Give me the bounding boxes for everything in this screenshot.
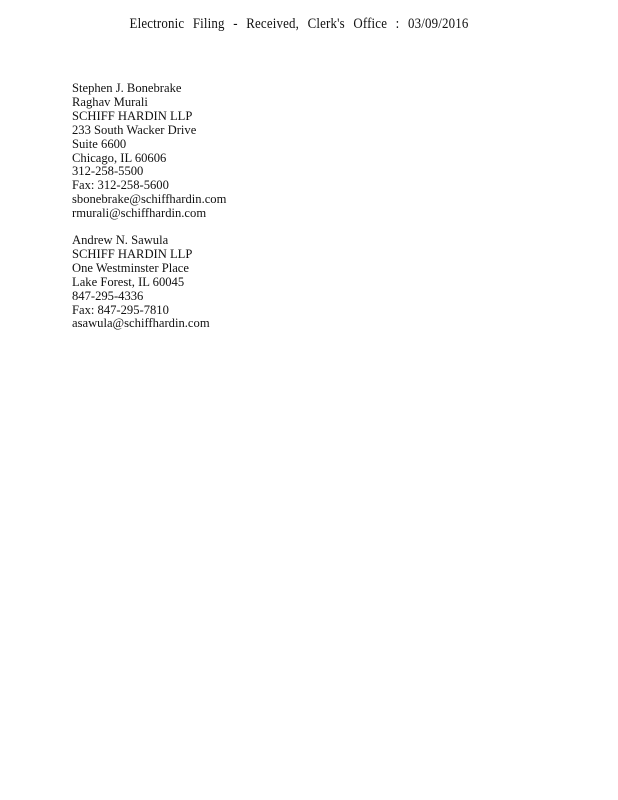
fax-number: Fax: 847-295-7810 <box>72 302 169 317</box>
city-state-zip: Lake Forest, IL 60045 <box>72 274 185 289</box>
phone-number: 847-295-4336 <box>72 288 144 303</box>
email-address: asawula@schiffhardin.com <box>72 316 210 331</box>
contact-name: Andrew N. Sawula <box>72 233 169 247</box>
phone-number: 312-258-5500 <box>72 164 144 179</box>
firm-name: SCHIFF HARDIN LLP <box>72 246 193 261</box>
email-address: sbonebrake@schiffhardin.com <box>72 192 227 207</box>
contact-name: Raghav Murali <box>72 94 148 109</box>
contact-block-sawula <box>72 234 432 331</box>
city-state-zip: Chicago, IL 60606 <box>72 150 167 165</box>
suite: Suite 6600 <box>72 136 127 151</box>
filing-stamp: Electronic Filing - Received, Clerk's Office : 03/09/2016 <box>129 16 469 32</box>
contact-block-bonebrake-murali <box>72 82 432 221</box>
firm-name: SCHIFF HARDIN LLP <box>72 108 193 123</box>
email-address: rmurali@schiffhardin.com <box>72 206 207 221</box>
street-address: One Westminster Place <box>72 260 189 275</box>
fax-number: Fax: 312-258-5600 <box>72 178 169 193</box>
contact-name: Stephen J. Bonebrake <box>72 81 182 95</box>
street-address: 233 South Wacker Drive <box>72 122 197 137</box>
